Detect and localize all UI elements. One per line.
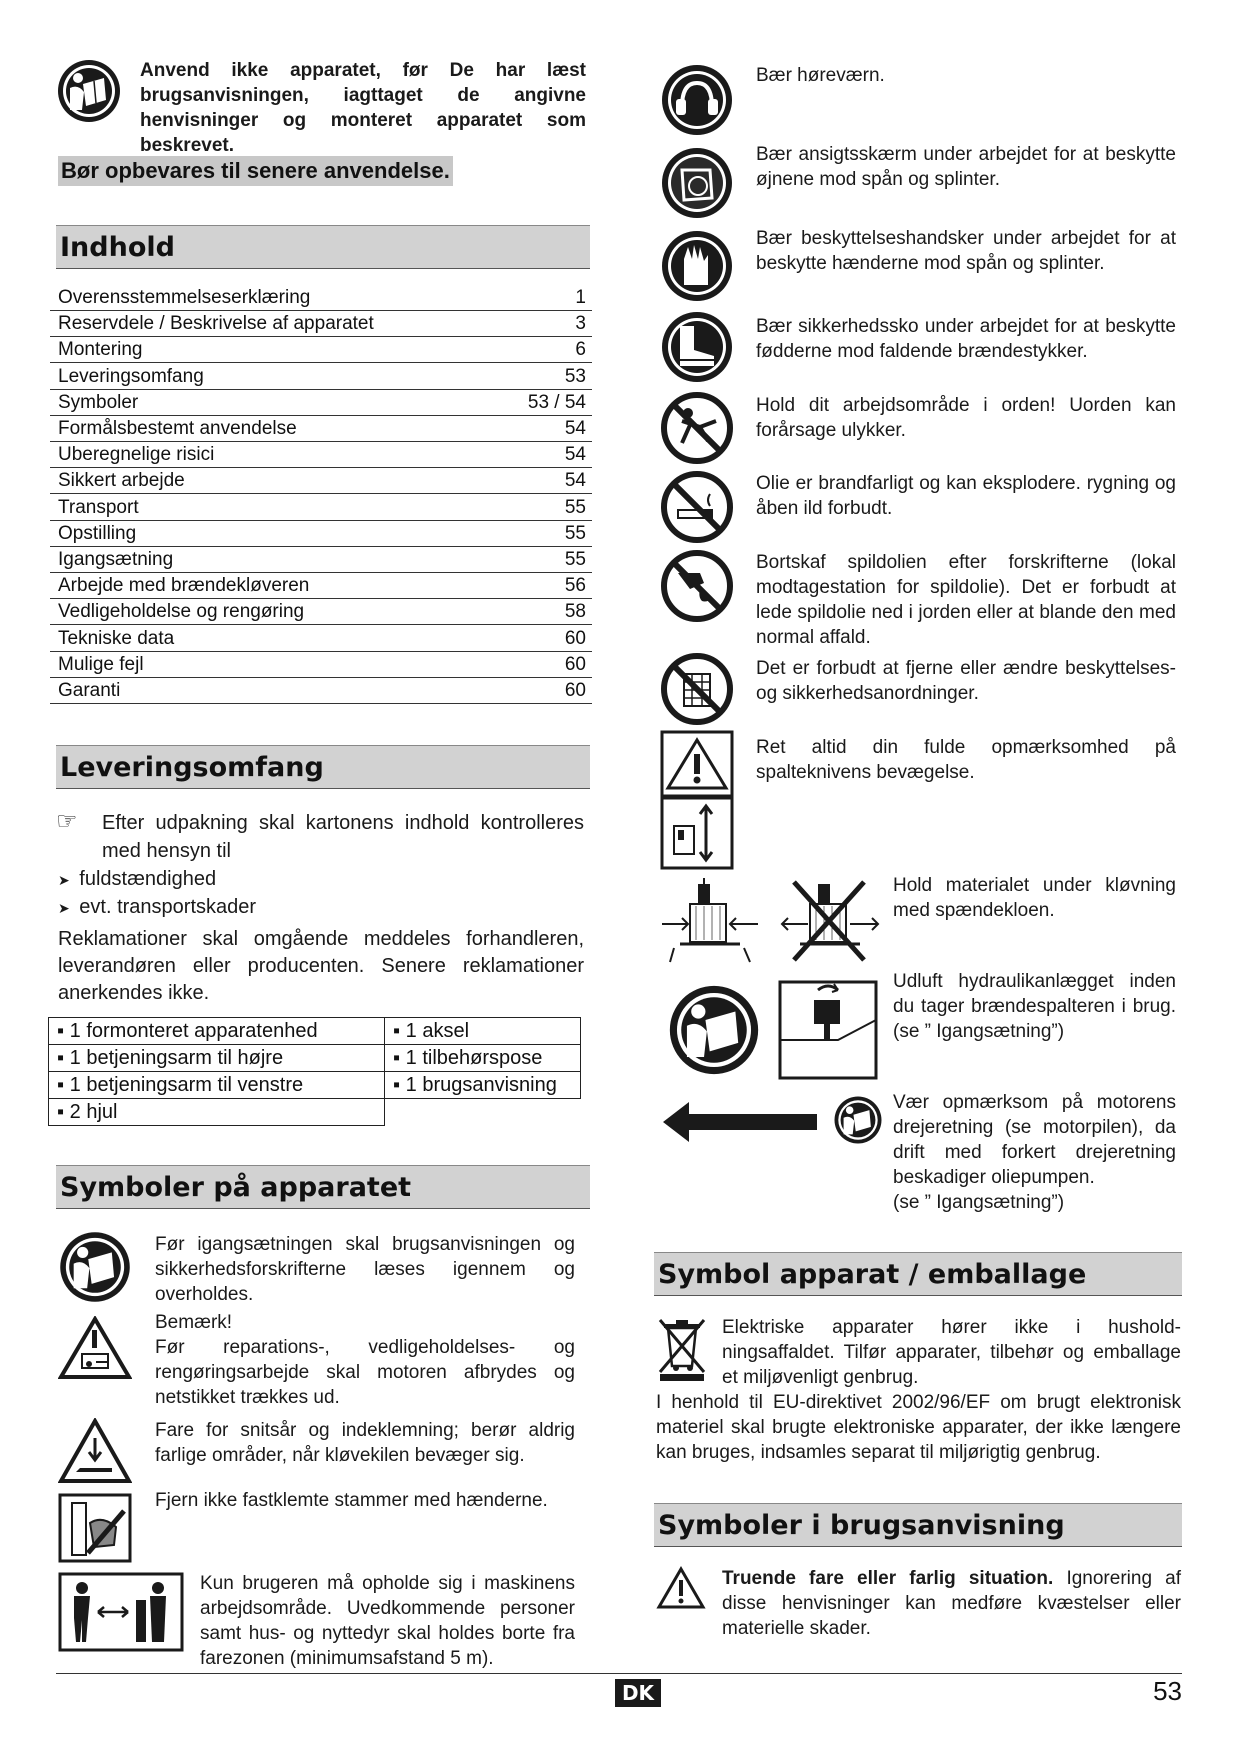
toc-row bbox=[50, 652, 592, 678]
item-right-1: 1 aksel bbox=[405, 1020, 470, 1042]
toc-row-label: Reservdele / Beskrivelse af apparatet bbox=[58, 313, 374, 335]
right-symbol-10: Hold materialet under kløvning med spændekloen. bbox=[893, 875, 1176, 921]
manual-symbols-rest: Ignorering af disse henvisninger kan medføre kvæstelser eller materielle skader. bbox=[722, 1568, 1181, 1639]
delivery-bullet-1 bbox=[58, 865, 216, 894]
hearing-protection-icon bbox=[660, 63, 734, 137]
toc-title: Indhold bbox=[56, 225, 590, 269]
page-number: 53 bbox=[1153, 1676, 1182, 1706]
footer-rule bbox=[56, 1673, 1182, 1674]
right-symbol-6: Olie er brandfarligt og kan eksplodere. rygning og åben ild forbudt. bbox=[756, 473, 1176, 519]
delivery-bullet-2 bbox=[58, 893, 256, 922]
toc-row-page: 6 bbox=[575, 339, 586, 361]
toc-row-label: Leveringsomfang bbox=[58, 365, 204, 387]
toc-row-page: 58 bbox=[564, 601, 586, 623]
manual-symbols-text bbox=[722, 1566, 1181, 1641]
item-cell-empty bbox=[385, 1099, 581, 1126]
bullet-arrow-icon: ➤ bbox=[58, 900, 70, 916]
toc-row-label: Montering bbox=[58, 339, 143, 361]
toc-row-page: 60 bbox=[564, 627, 586, 649]
toc-row-page: 54 bbox=[564, 444, 586, 466]
delivery-bullet-1-text: fuldstændighed bbox=[79, 868, 217, 890]
toc-row bbox=[50, 599, 592, 625]
no-oil-dumping-icon bbox=[660, 549, 734, 623]
toc-row bbox=[50, 390, 592, 416]
right-symbol-7: Bortskaf spildolien efter forskrifterne (lokal modtagestation for spildolie). Det er forbudt at lede spildolie ned i jorden eller at blande den med normal affald. bbox=[756, 552, 1176, 648]
symbol-device-4: Fjern ikke fastklemte stammer med hænderne. bbox=[155, 1490, 548, 1511]
symbols-device-title: Symboler på apparatet bbox=[56, 1165, 590, 1209]
toc-row-label: Opstilling bbox=[58, 522, 137, 544]
delivery-intro: Efter udpakning skal kartonens indhold kontrolleres med hensyn til bbox=[102, 812, 584, 862]
blade-movement-warning-icon bbox=[660, 730, 734, 870]
item-left-4: 2 hjul bbox=[69, 1101, 118, 1123]
toc-row-page: 55 bbox=[564, 496, 586, 518]
right-symbol-2: Bær ansigtsskærm under arbejdet for at beskytte øjnene mod spån og splinter. bbox=[756, 144, 1176, 190]
item-cell: ▪ 1 betjeningsarm til højre bbox=[49, 1045, 385, 1072]
toc-row bbox=[50, 364, 592, 390]
toc-row bbox=[50, 521, 592, 547]
packaging-title: Symbol apparat / emballage bbox=[654, 1252, 1182, 1296]
symbol-device-2: Før reparations-, vedligeholdelses- og rengøringsarbejde skal motoren afbrydes og netstikket trækkes ud. bbox=[155, 1337, 575, 1408]
toc-row-page: 3 bbox=[575, 313, 586, 335]
warning-triangle-icon bbox=[656, 1566, 706, 1610]
symbol-device-1: Før igangsætningen skal brugsanvisningen og sikkerhedsforskrifterne læses igennem og overholdes. bbox=[155, 1234, 575, 1305]
toc-row bbox=[50, 285, 592, 311]
toc-row-page: 56 bbox=[564, 575, 586, 597]
toc-row bbox=[50, 311, 592, 337]
toc-row-page: 55 bbox=[564, 549, 586, 570]
no-tripping-icon bbox=[660, 391, 734, 465]
item-cell: ▪ 1 brugsanvisning bbox=[385, 1072, 581, 1099]
toc-row-label: Mulige fejl bbox=[58, 653, 144, 675]
unplug-warning-icon bbox=[58, 1316, 132, 1380]
right-symbol-5: Hold dit arbejdsområde i orden! Uorden kan forårsage ulykker. bbox=[756, 395, 1176, 441]
delivery-items-table bbox=[48, 1017, 581, 1126]
right-symbol-11: Udluft hydraulikanlægget inden du tager brændespalteren i brug. (se ” Igangsætning”) bbox=[893, 971, 1176, 1042]
toc-row bbox=[50, 416, 592, 442]
toc-row-label: Garanti bbox=[58, 680, 121, 701]
no-hands-log-icon bbox=[58, 1493, 132, 1563]
item-right-2: 1 tilbehørspose bbox=[405, 1047, 543, 1069]
read-manual-icon bbox=[833, 1095, 883, 1145]
country-code: DK bbox=[621, 1681, 655, 1705]
toc-row-label: Igangsætning bbox=[58, 549, 174, 570]
item-cell: ▪ 1 formonteret apparatenhed bbox=[49, 1018, 385, 1045]
right-symbol-4: Bær sikkerhedssko under arbejdet for at beskytte fødderne mod faldende brændestykker. bbox=[756, 316, 1176, 362]
toc-row bbox=[50, 495, 592, 521]
item-left-3: 1 betjeningsarm til venstre bbox=[69, 1074, 304, 1096]
country-badge bbox=[615, 1679, 661, 1707]
item-cell: ▪ 1 aksel bbox=[385, 1018, 581, 1045]
toc-row-page: 53 / 54 bbox=[527, 391, 586, 413]
hand-crush-warning-icon bbox=[58, 1418, 132, 1484]
packaging-text-2: I henhold til EU-direktivet 2002/96/EF om brugt elektronisk materiel skal brugte elektroniske apparater, der ikke længere kan bruges, indsamles separat til miljørigtig genbrug. bbox=[656, 1392, 1181, 1463]
read-manual-icon bbox=[58, 1230, 132, 1304]
toc-row-label: Formålsbestemt anvendelse bbox=[58, 418, 297, 439]
item-left-2: 1 betjeningsarm til højre bbox=[69, 1047, 284, 1069]
protective-gloves-icon bbox=[660, 229, 734, 303]
toc-row-label: Overensstemmelseserklæring bbox=[58, 287, 311, 308]
weee-bin-icon bbox=[656, 1316, 708, 1382]
right-symbol-12: Vær opmærksom på motorens drejeretning (se motorpilen), da drift med forkert drejeretning beskadiger oliepumpen. bbox=[893, 1092, 1176, 1188]
toc-row-page: 53 bbox=[564, 365, 586, 387]
toc-row bbox=[50, 678, 592, 704]
no-smoking-icon bbox=[660, 470, 734, 544]
toc-row-label: Transport bbox=[58, 496, 139, 518]
toc-row-page: 60 bbox=[564, 680, 586, 701]
delivery-bullet-2-text: evt. transportskader bbox=[79, 896, 257, 918]
delivery-complaint: Reklamationer skal omgående meddeles forhandleren, leverandøren eller producenten. Senere reklamationer anerkendes ikke. bbox=[58, 928, 584, 1004]
toc-row-label: Sikkert arbejde bbox=[58, 470, 185, 492]
symbol-device-2-title: Bemærk! bbox=[155, 1312, 233, 1333]
toc-row-label: Symboler bbox=[58, 391, 139, 413]
manual-symbols-title: Symboler i brugsanvisning bbox=[654, 1503, 1182, 1547]
keep-distance-icon bbox=[58, 1572, 184, 1652]
manual-symbols-bold: Truende fare eller farlig situation. bbox=[722, 1568, 1054, 1589]
item-left-1: 1 formonteret apparatenhed bbox=[69, 1020, 318, 1042]
toc-row bbox=[50, 468, 592, 494]
clamp-wrong-icon bbox=[780, 878, 880, 966]
read-manual-icon bbox=[667, 983, 761, 1077]
toc-row bbox=[50, 337, 592, 363]
toc-row bbox=[50, 573, 592, 599]
symbol-device-5: Kun brugeren må opholde sig i maskinens arbejdsområde. Uvedkommende personer samt hus- og nyttedyr skal holdes borte fra farezonen (minimumsafstand 5 m). bbox=[200, 1573, 575, 1669]
toc-row-label: Uberegnelige risici bbox=[58, 444, 215, 466]
bullet-arrow-icon: ➤ bbox=[58, 872, 70, 888]
rotation-arrow-icon bbox=[661, 1100, 819, 1144]
intro-warning: Anvend ikke apparatet, før De har læst brugsanvisningen, iagttaget de angivne henvisninger og monteret apparatet som beskrevet. bbox=[140, 60, 586, 156]
toc-row-page: 54 bbox=[564, 418, 586, 439]
clamp-ok-icon bbox=[660, 878, 760, 966]
right-symbol-3: Bær beskyttelseshandsker under arbejdet for at beskytte hænderne mod spån og splinter. bbox=[756, 228, 1176, 274]
toc-row-label: Tekniske data bbox=[58, 627, 175, 649]
delivery-title: Leveringsomfang bbox=[56, 745, 590, 789]
toc-row-label: Vedligeholdelse og rengøring bbox=[58, 601, 305, 623]
packaging-text-1: Elektriske apparater hører ikke i hushold-ningsaffaldet. Tilfør apparater, tilbehør og emballage et miljøvenligt genbrug. bbox=[722, 1317, 1181, 1388]
toc-row bbox=[50, 547, 592, 573]
read-manual-icon bbox=[56, 58, 122, 124]
keep-note bbox=[58, 156, 453, 186]
no-removing-guards-icon bbox=[660, 652, 734, 726]
toc-row-page: 54 bbox=[564, 470, 586, 492]
item-right-3: 1 brugsanvisning bbox=[405, 1074, 557, 1096]
right-symbol-12b: (se ” Igangsætning”) bbox=[893, 1192, 1065, 1213]
toc-row-label: Arbejde med brændekløveren bbox=[58, 575, 310, 597]
toc-row bbox=[50, 626, 592, 652]
vent-screw-icon bbox=[778, 980, 878, 1080]
toc-row-page: 1 bbox=[575, 287, 586, 308]
face-shield-icon bbox=[660, 146, 734, 220]
right-symbol-1: Bær høreværn. bbox=[756, 65, 885, 86]
right-symbol-8: Det er forbudt at fjerne eller ændre beskyttelses- og sikkerhedsanordninger. bbox=[756, 658, 1176, 704]
keep-note-text: Bør opbevares til senere anvendelse. bbox=[61, 158, 450, 183]
right-symbol-9: Ret altid din fulde opmærksomhed på spalteknivens bevægelse. bbox=[756, 737, 1176, 783]
toc-row-page: 60 bbox=[564, 653, 586, 675]
safety-shoes-icon bbox=[660, 310, 734, 384]
toc-row bbox=[50, 442, 592, 468]
symbol-device-3: Fare for snitsår og indeklemning; berør aldrig farlige områder, når kløvekilen bevæger sig. bbox=[155, 1420, 575, 1466]
item-cell: ▪ 1 betjeningsarm til venstre bbox=[49, 1072, 385, 1099]
toc-row-page: 55 bbox=[564, 522, 586, 544]
delivery-hand-icon: ☞ bbox=[56, 808, 78, 835]
item-cell: ▪ 2 hjul bbox=[49, 1099, 385, 1126]
item-cell: ▪ 1 tilbehørspose bbox=[385, 1045, 581, 1072]
